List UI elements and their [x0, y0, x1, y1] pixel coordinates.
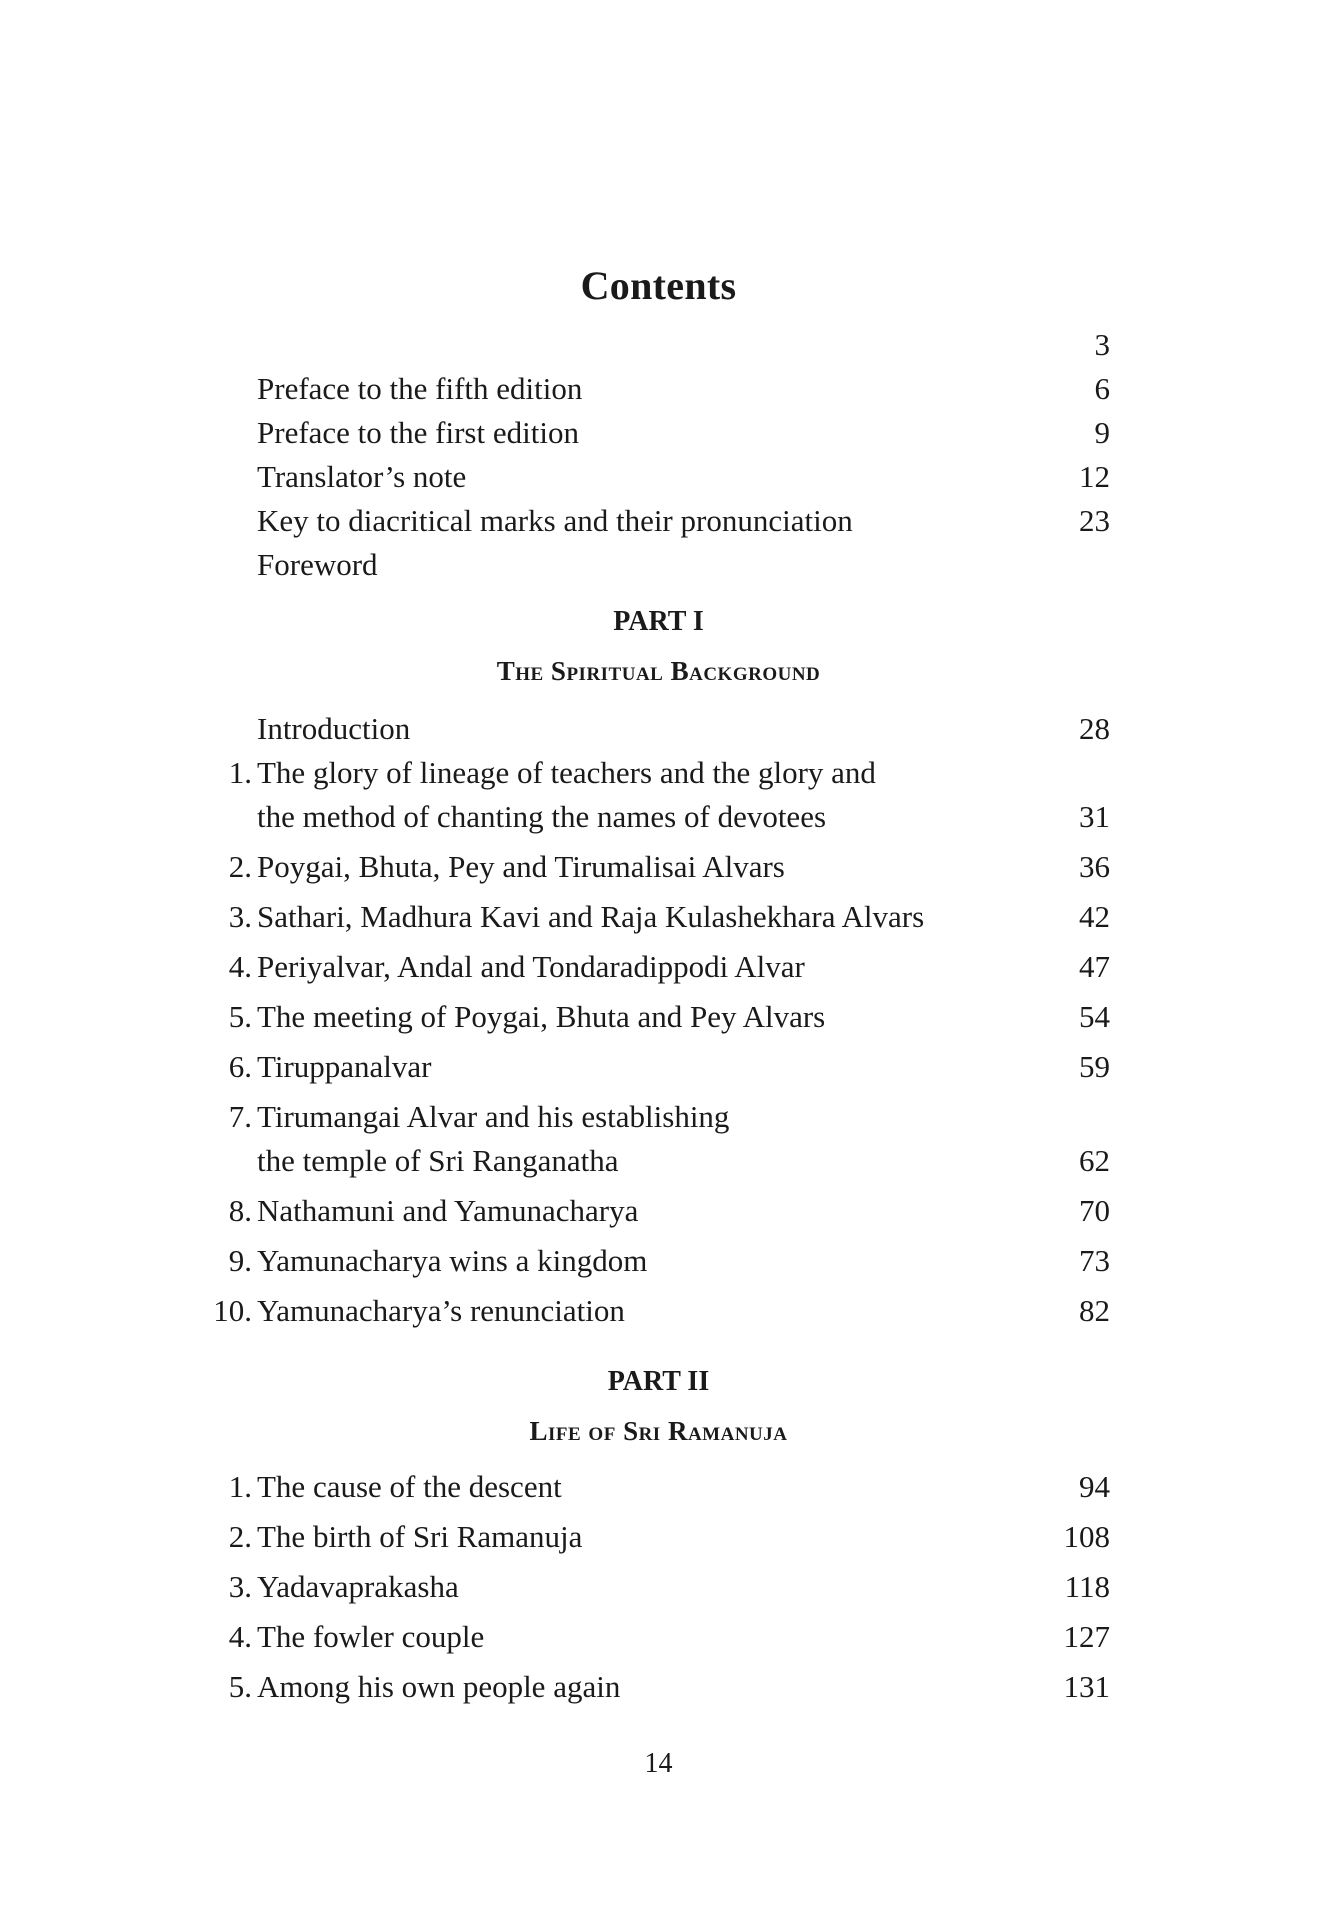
toc-entry-page: 73 [1079, 1243, 1110, 1278]
toc-entry-page: 94 [1079, 1469, 1110, 1504]
toc-entry-page: 54 [1079, 999, 1110, 1034]
toc-entry-text: Yadavaprakasha [257, 1569, 459, 1604]
toc-entry-text-continued: the method of chanting the names of devotees [257, 799, 827, 834]
toc-entry [160, 895, 1110, 939]
toc-entry-text: Poygai, Bhuta, Pey and Tirumalisai Alvars [257, 849, 785, 884]
toc-entry [160, 1465, 1110, 1509]
toc-entry-text: Foreword [257, 547, 378, 582]
toc-entry-text: Tiruppanalvar [257, 1049, 432, 1084]
toc-entry-text: Preface to the first edition [257, 415, 579, 450]
toc-entry-page: 12 [1079, 459, 1110, 494]
toc-entry [160, 751, 1110, 839]
page-number: 14 [644, 1748, 673, 1779]
toc-entry-number: 2. [228, 1519, 252, 1554]
part-heading: PART I [613, 606, 704, 637]
toc-entry-text: Nathamuni and Yamunacharya [257, 1193, 639, 1228]
toc-entry [160, 1665, 1110, 1709]
toc-entry [160, 1289, 1110, 1333]
toc-entry [160, 1095, 1110, 1183]
toc-entry-text: Among his own people again [257, 1669, 621, 1704]
toc-entry-number: 10. [213, 1293, 252, 1328]
toc-entry-number: 3. [228, 1569, 252, 1604]
toc-entry [160, 845, 1110, 889]
toc-entry-text: The birth of Sri Ramanuja [257, 1519, 583, 1554]
toc-entry-page: 3 [1094, 327, 1110, 362]
toc-entry [160, 945, 1110, 989]
toc-entry-number: 7. [228, 1099, 252, 1134]
toc-entry-page: 131 [1063, 1669, 1110, 1704]
toc-entry-number: 5. [228, 1669, 252, 1704]
toc-entry-text: The fowler couple [257, 1619, 485, 1654]
toc-entry [160, 1615, 1110, 1659]
toc-entry-text: Tirumangai Alvar and his establishing [257, 1099, 730, 1134]
toc-entry-text: The meeting of Poygai, Bhuta and Pey Alvars [257, 999, 826, 1034]
toc-entry [160, 995, 1110, 1039]
toc-entry-text: Periyalvar, Andal and Tondaradippodi Alvar [257, 949, 805, 984]
toc-entry-text: Preface to the fifth edition [257, 371, 583, 406]
toc-entry-text: Translator’s note [257, 459, 467, 494]
toc-entry-number: 1. [228, 1469, 252, 1504]
toc-entry-page: 42 [1079, 899, 1110, 934]
toc-entry-text: Yamunacharya wins a kingdom [257, 1243, 648, 1278]
toc-entry-page: 127 [1063, 1619, 1110, 1654]
toc-entry-text: Yamunacharya’s renunciation [257, 1293, 625, 1328]
toc-entry-number: 2. [228, 849, 252, 884]
part-subtitle: The Spiritual Background [496, 656, 821, 686]
toc-entry-page: 36 [1079, 849, 1110, 884]
toc-entry-text: Sathari, Madhura Kavi and Raja Kulashekhara Alvars [257, 899, 925, 934]
toc-entry-number: 3. [228, 899, 252, 934]
toc-entry-page: 47 [1079, 949, 1110, 984]
toc-entry-number: 4. [228, 1619, 252, 1654]
toc-entry-number: 9. [228, 1243, 252, 1278]
toc-entry-text: Key to diacritical marks and their pronunciation [257, 503, 853, 538]
part-heading: PART II [607, 1366, 710, 1397]
toc-entry-page: 59 [1079, 1049, 1110, 1084]
toc-entry-number: 8. [228, 1193, 252, 1228]
toc-entry-page: 9 [1094, 415, 1110, 450]
toc-entry-text: Introduction [257, 711, 411, 746]
toc-entry [160, 1515, 1110, 1559]
toc-entry-page: 108 [1063, 1519, 1110, 1554]
toc-entry-number: 4. [228, 949, 252, 984]
toc-entry-page: 31 [1079, 799, 1110, 834]
toc-entry-number: 6. [228, 1049, 252, 1084]
toc-entry-text-continued: the temple of Sri Ranganatha [257, 1143, 619, 1178]
toc-entry-number: 1. [228, 755, 252, 790]
toc-entry-number: 5. [228, 999, 252, 1034]
toc-entry-page: 118 [1064, 1569, 1110, 1604]
toc-entry-page: 62 [1079, 1143, 1110, 1178]
toc-entry [160, 1239, 1110, 1283]
toc-entry-text: The cause of the descent [257, 1469, 562, 1504]
toc-entry-page: 82 [1079, 1293, 1110, 1328]
toc-entry-page: 6 [1094, 371, 1110, 406]
toc-entry-page: 23 [1079, 503, 1110, 538]
toc-entry-text: The glory of lineage of teachers and the glory and [257, 755, 876, 790]
toc-entry-page: 70 [1079, 1193, 1110, 1228]
toc-entry [160, 1565, 1110, 1609]
toc-entry-page: 28 [1079, 711, 1110, 746]
contents-title: Contents [580, 263, 737, 308]
toc-entry [160, 1189, 1110, 1233]
toc-entry [160, 707, 1110, 751]
part-subtitle: Life of Sri Ramanuja [529, 1416, 788, 1446]
toc-entry [160, 1045, 1110, 1089]
